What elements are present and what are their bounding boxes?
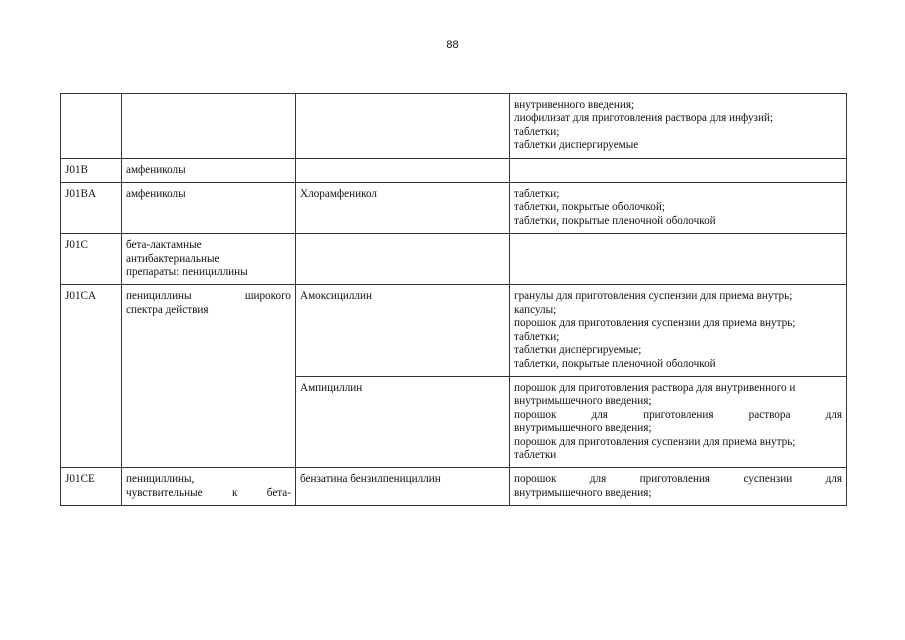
dosage-form-line: порошок для приготовления суспензии для приема внутрь; — [514, 435, 796, 448]
dosage-form-line: внутримышечного введения; — [514, 395, 652, 408]
dosage-forms-cell — [510, 285, 847, 376]
atc-code-cell — [61, 158, 122, 182]
dosage-form-line: таблетки, покрытые пленочной оболочкой — [514, 357, 716, 370]
drug-name: Амоксициллин — [300, 290, 372, 303]
drug-name-cell — [296, 468, 510, 506]
atc-group-line: пенициллины широкого — [126, 290, 291, 303]
dosage-form-line: порошок для приготовления раствора для — [514, 408, 842, 421]
table-row — [61, 234, 847, 285]
dosage-form-line: таблетки — [514, 448, 557, 461]
table-row — [61, 468, 847, 506]
drug-name — [300, 239, 505, 252]
dosage-form-line: гранулы для приготовления суспензии для приема внутрь; — [514, 290, 793, 303]
dosage-form-line: таблетки, покрытые пленочной оболочкой — [514, 214, 716, 227]
atc-code-cell — [61, 94, 122, 159]
atc-group-line: чувствительные к бета- — [126, 486, 291, 499]
drug-name: Ампициллин — [300, 381, 363, 394]
drug-name — [300, 164, 505, 177]
table-row — [61, 94, 847, 159]
drug-name: бензатина бензилпенициллин — [300, 473, 441, 486]
dosage-forms-cell — [510, 158, 847, 182]
atc-group-cell — [122, 234, 296, 285]
dosage-form-line: порошок для приготовления раствора для внутривенного и — [514, 381, 796, 394]
atc-group-line: амфениколы — [126, 188, 186, 201]
dosage-form-line: лиофилизат для приготовления раствора для инфузий; — [514, 112, 774, 125]
atc-group-line: пенициллины, — [126, 473, 195, 486]
atc-group-cell — [122, 468, 296, 506]
atc-code: J01CA — [65, 290, 97, 303]
medications-table-body — [61, 94, 847, 506]
drug-name-cell — [296, 376, 510, 467]
page-number: 88 — [446, 39, 459, 51]
dosage-form-line: таблетки; — [514, 125, 560, 138]
dosage-forms-cell — [510, 183, 847, 234]
dosage-form-line: таблетки; — [514, 330, 560, 343]
atc-group-line: бета-лактамные — [126, 239, 202, 252]
atc-code-cell — [61, 234, 122, 285]
dosage-form-line: порошок для приготовления суспензии для приема внутрь; — [514, 317, 796, 330]
dosage-form-line: таблетки; — [514, 188, 560, 201]
drug-name-cell — [296, 183, 510, 234]
atc-code — [65, 99, 117, 112]
dosage-forms-cell — [510, 468, 847, 506]
table-row — [61, 183, 847, 234]
atc-code: J01C — [65, 239, 89, 252]
dosage-form-line: внутривенного введения; — [514, 99, 635, 111]
table-row — [61, 158, 847, 182]
dosage-form-line: внутримышечного введения; — [514, 486, 652, 499]
dosage-form-line: внутримышечного введения; — [514, 422, 652, 435]
atc-code-cell — [61, 183, 122, 234]
drug-name: Хлорамфеникол — [300, 188, 377, 201]
dosage-form-line: таблетки диспергируемые; — [514, 344, 642, 357]
atc-group-line: амфениколы — [126, 163, 186, 176]
atc-code-cell — [61, 468, 122, 506]
atc-code: J01BA — [65, 188, 97, 201]
dosage-form-line: капсулы; — [514, 303, 557, 316]
atc-code: J01CE — [65, 473, 95, 486]
dosage-forms-cell — [510, 376, 847, 467]
dosage-form-line: порошок для приготовления суспензии для — [514, 473, 842, 486]
atc-group-line: антибактериальные — [126, 252, 220, 265]
drug-name-cell — [296, 158, 510, 182]
atc-group-line: спектра действия — [126, 303, 209, 316]
drug-name — [300, 99, 505, 112]
table-row — [61, 285, 847, 376]
dosage-form-line: таблетки, покрытые оболочкой; — [514, 201, 665, 214]
drug-name-cell — [296, 234, 510, 285]
dosage-forms-cell — [510, 234, 847, 285]
atc-group-line: препараты: пенициллины — [126, 266, 248, 279]
atc-group-cell — [122, 183, 296, 234]
dosage-form-line: таблетки диспергируемые — [514, 139, 639, 152]
drug-name-cell — [296, 285, 510, 376]
atc-code: J01B — [65, 163, 89, 176]
dosage-forms-cell — [510, 94, 847, 159]
medications-table — [60, 93, 847, 506]
drug-name-cell — [296, 94, 510, 159]
atc-code-cell — [61, 285, 122, 468]
atc-group-cell — [122, 158, 296, 182]
atc-group-cell — [122, 285, 296, 468]
atc-group-cell — [122, 94, 296, 159]
